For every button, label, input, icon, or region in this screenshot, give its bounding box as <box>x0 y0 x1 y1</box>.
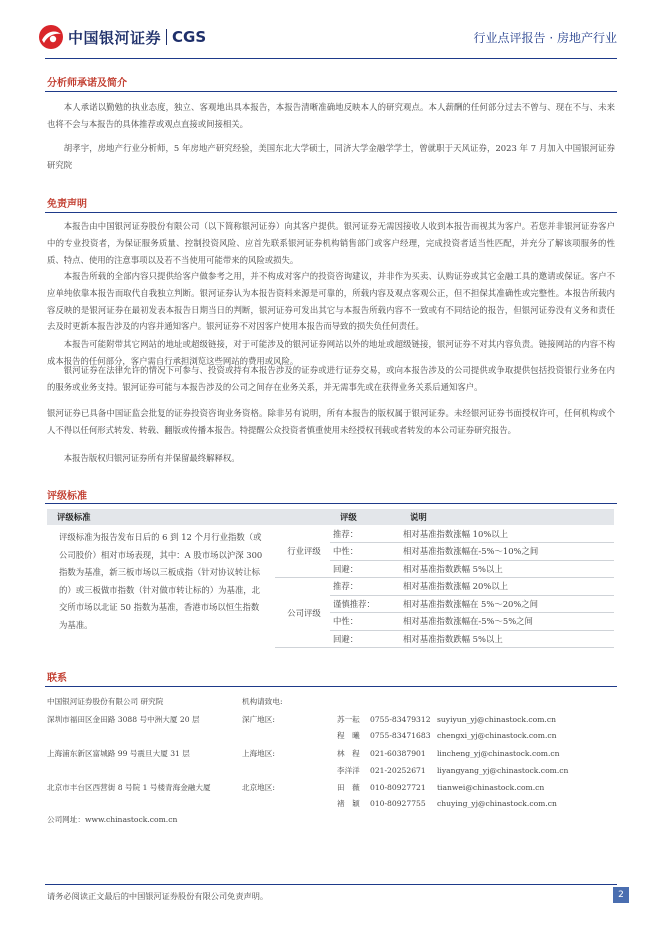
contact-email[interactable]: liyangyang_yj@chinastock.com.cn <box>437 766 569 775</box>
contact-phone: 0755-83471683 <box>370 731 431 740</box>
rating-level-desc: 相对基准指数涨幅在-5%～5%之间 <box>400 613 614 631</box>
contact-person <box>337 782 544 793</box>
contact-phone: 021-60387901 <box>370 749 426 758</box>
contact-phone: 0755-83479312 <box>370 715 431 724</box>
contact-name: 褚 颖 <box>337 799 360 808</box>
logo-divider <box>166 29 167 45</box>
rating-level: 中性： <box>330 543 400 561</box>
logo-cn-text: 中国银河证券 <box>68 28 162 47</box>
contact-email[interactable]: chuying_yj@chinastock.com.cn <box>437 799 557 808</box>
rating-level: 推荐： <box>330 578 400 596</box>
disclaimer-section-divider <box>45 212 617 213</box>
analyst-commitment: 本人承诺以勤勉的执业态度，独立、客观地出具本报告，本报告清晰准确地反映本人的研究观点。本人薪酬的任何部分过去不曾与、现在不与、未来也将不会与本报告的具体推荐或观点直接或间接相关。 <box>47 102 615 129</box>
analyst-bio: 胡孝宇，房地产行业分析师，5 年房地产研究经验，美国东北大学硕士，同济大学金融学学士，曾就职于天风证券，2023 年 7 月加入中国银河证券研究院 <box>47 143 615 170</box>
contact-person <box>337 714 556 725</box>
page-number: 2 <box>613 887 629 903</box>
rating-level: 谨慎推荐： <box>330 595 400 613</box>
rating-level-desc: 相对基准指数跌幅 5%以上 <box>400 630 614 648</box>
institution-label: 机构请致电: <box>242 697 283 706</box>
rating-section-title: 评级标准 <box>47 491 87 502</box>
company-rating-label: 公司评级 <box>275 578 330 648</box>
disclaimer-para-1: 本报告由中国银河证券股份有限公司（以下简称银河证券）向其客户提供。银河证券无需因接收人收到本报告而视其为客户。若您并非银河证券客户中的专业投资者，为保证服务质量、控制投资风险、应首先联系银河证券机构销售部门或客户经理，完成投资者适当性匹配，并充分了解该项服务的性质、特点、使用的注意事项以及若不当使用可能带来的风险或损失。 <box>47 221 615 265</box>
contact-section-title: 联系 <box>47 673 67 684</box>
disclaimer-para-2: 本报告所载的全部内容只提供给客户做参考之用，并不构成对客户的投资咨询建议，并非作为买卖、认购证券或其它金融工具的邀请或保证。客户不应单纯依靠本报告而取代自我独立判断。银河证券认为本报告资料来源是可靠的，所载内容及观点客观公正，但不担保其准确性或完整性。本报告所载内容反映的是银河证券在最初发表本报告日期当日的判断，银河证券可发出其它与本报告所载内容不一致或有不同结论的报告，但银河证券没有义务和责任去及时更新本报告涉及的内容并通知客户。银河证券不对因客户使用本报告而导致的损失负任何责任。 <box>47 271 615 332</box>
industry-rating-label: 行业评级 <box>275 525 330 578</box>
header-divider <box>45 58 617 59</box>
logo-en-text: CGS <box>172 28 207 46</box>
contact-email[interactable]: chengxi_yj@chinastock.com.cn <box>437 731 557 740</box>
contact-section-divider <box>45 686 617 687</box>
analyst-section-title: 分析师承诺及简介 <box>47 78 127 89</box>
galaxy-logo-icon <box>38 24 64 50</box>
report-type: 行业点评报告 · 房地产行业 <box>473 31 617 45</box>
rating-header-standard: 评级标准 <box>47 509 275 525</box>
table-row <box>47 525 614 543</box>
rating-level: 回避： <box>330 630 400 648</box>
rating-header-level: 评级 <box>330 509 400 525</box>
region-shenzhen: 深广地区: <box>242 715 275 724</box>
disclaimer-para-5: 银河证券已具备中国证监会批复的证券投资咨询业务资格。除非另有说明，所有本报告的版权属于银河证券。未经银河证券书面授权许可，任何机构或个人不得以任何形式转发、转载、翻版或传播本报告。特提醒公众投资者慎重使用未经授权刊载或者转发的本公司证券研究报告。 <box>47 408 615 435</box>
address-shenzhen: 深圳市福田区金田路 3088 号中洲大厦 20 层 <box>47 715 200 724</box>
company-website[interactable]: 公司网址：www.chinastock.com.cn <box>47 815 178 824</box>
analyst-section-divider <box>45 91 617 92</box>
disclaimer-para-6: 本报告版权归银河证券所有并保留最终解释权。 <box>63 453 240 463</box>
footer-divider <box>45 884 617 885</box>
contact-name: 田 薇 <box>337 783 360 792</box>
contact-name: 程 曦 <box>337 731 360 740</box>
address-beijing: 北京市丰台区西营街 8 号院 1 号楼青海金融大厦 <box>47 783 211 792</box>
rating-level: 回避： <box>330 560 400 578</box>
contact-name: 李洋洋 <box>337 766 360 775</box>
contact-person <box>337 798 557 809</box>
rating-header-desc: 说明 <box>400 509 614 525</box>
contact-email[interactable]: lincheng_yj@chinastock.com.cn <box>437 749 560 758</box>
disclaimer-section-title: 免责声明 <box>47 199 87 210</box>
contact-person <box>337 748 560 759</box>
rating-level-desc: 相对基准指数涨幅在 5%～20%之间 <box>400 595 614 613</box>
company-logo <box>38 24 206 50</box>
contact-phone: 010-80927721 <box>370 783 426 792</box>
disclaimer-para-3: 本报告可能附带其它网站的地址或超级链接，对于可能涉及的银河证券网站以外的地址或超级链接，银河证券不对其内容负责。链接网站的内容不构成本报告的任何部分，客户需自行承担浏览这些网站的费用或风险。 <box>47 339 615 366</box>
rating-level-desc: 相对基准指数涨幅在-5%～10%之间 <box>400 543 614 561</box>
rating-level: 中性： <box>330 613 400 631</box>
contact-phone: 021-20252671 <box>370 766 426 775</box>
rating-level-desc: 相对基准指数涨幅 20%以上 <box>400 578 614 596</box>
rating-level: 推荐： <box>330 525 400 543</box>
contact-email[interactable]: tianwei@chinastock.com.cn <box>437 783 545 792</box>
contact-phone: 010-80927755 <box>370 799 426 808</box>
rating-table <box>47 509 614 648</box>
contact-person <box>337 765 568 776</box>
rating-level-desc: 相对基准指数跌幅 5%以上 <box>400 560 614 578</box>
contact-name: 苏一耘 <box>337 715 360 724</box>
rating-header-group <box>275 509 330 525</box>
rating-section-divider <box>45 503 617 504</box>
contact-email[interactable]: suyiyun_yj@chinastock.com.cn <box>437 715 556 724</box>
footer-note: 请务必阅读正文最后的中国银河证券股份有限公司免责声明。 <box>47 891 269 901</box>
rating-description: 评级标准为报告发布日后的 6 到 12 个月行业指数（或公司股价）相对市场表现，其中：A 股市场以沪深 300 指数为基准，新三板市场以三板成指（针对协议转让标的）或三板做市指数（针对做市转让标的）为基准，北交所市场以北证 50 指数为基准，香港市场以恒生指数为基准。 <box>59 532 263 630</box>
rating-table-header <box>47 509 614 525</box>
address-shanghai: 上海浦东新区富城路 99 号震旦大厦 31 层 <box>47 749 190 758</box>
page-header <box>0 0 662 64</box>
disclaimer-para-4: 银河证券在法律允许的情况下可参与、投资或持有本报告涉及的证券或进行证券交易，或向本报告涉及的公司提供或争取提供包括投资银行业务在内的服务或业务支持。银河证券可能与本报告涉及的公司之间存在业务关系，并无需事先或在获得业务关系后通知客户。 <box>47 365 615 392</box>
contact-person <box>337 730 557 741</box>
region-beijing: 北京地区: <box>242 783 275 792</box>
region-shanghai: 上海地区: <box>242 749 275 758</box>
company-name: 中国银河证券股份有限公司 研究院 <box>47 697 164 706</box>
rating-level-desc: 相对基准指数涨幅 10%以上 <box>400 525 614 543</box>
contact-name: 林 程 <box>337 749 360 758</box>
